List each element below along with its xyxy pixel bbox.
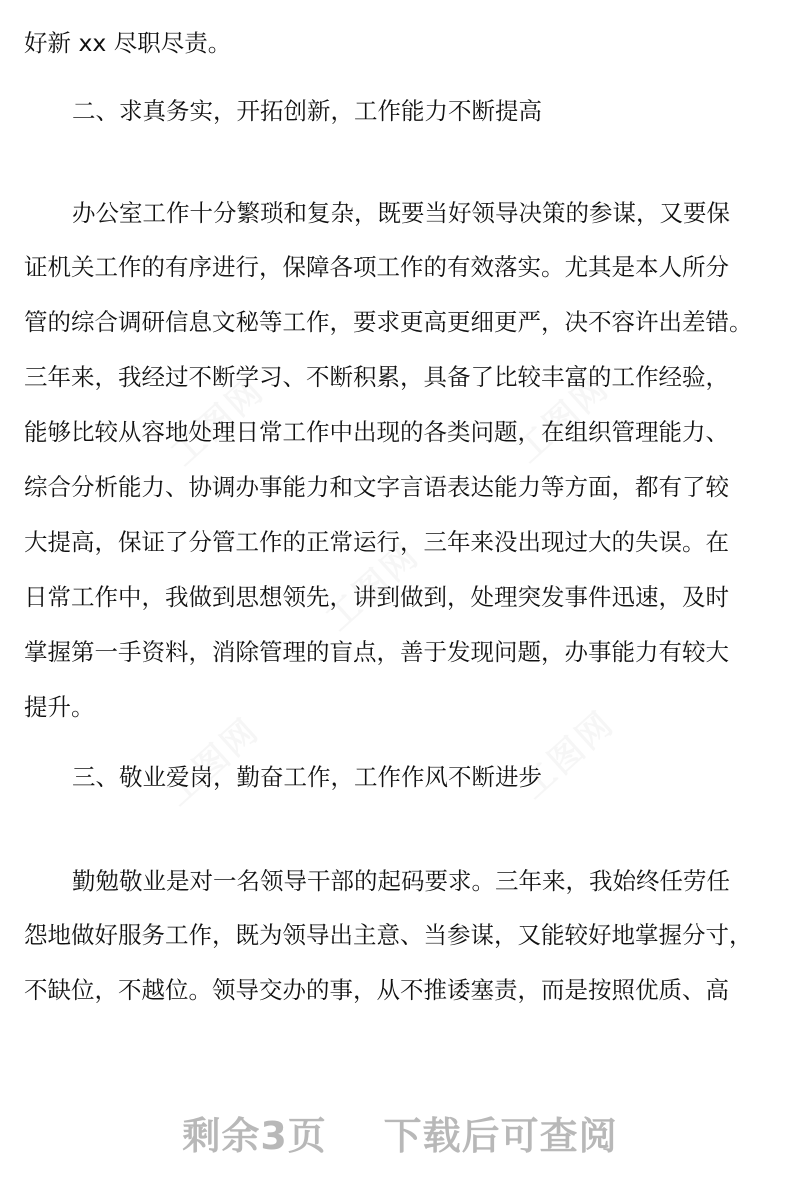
paragraph-line: 提升。: [24, 693, 95, 721]
section-heading-two: 二、求真务实，开拓创新，工作能力不断提高: [72, 97, 542, 125]
paragraph-line: 管的综合调研信息文秘等工作，要求更高更细更严，决不容许出差错。: [24, 308, 753, 336]
paragraph-line: 能够比较从容地处理日常工作中出现的各类问题，在组织管理能力、: [24, 418, 729, 446]
paragraph-line: 掌握第一手资料，消除管理的盲点，善于发现问题，办事能力有较大: [24, 638, 729, 666]
remaining-pages-notice[interactable]: 剩余3页 下载后可查阅: [182, 1114, 618, 1158]
paragraph-line: 勤勉敬业是对一名领导干部的起码要求。三年来，我始终任劳任: [72, 867, 730, 895]
paragraph-line: 大提高，保证了分管工作的正常运行，三年来没出现过大的失误。在: [24, 528, 729, 556]
paragraph-tail-line: 好新 xx 尽职尽责。: [24, 29, 232, 57]
paragraph-line: 怨地做好服务工作，既为领导出主意、当参谋，又能较好地掌握分寸，: [24, 921, 753, 949]
paragraph-line: 办公室工作十分繁琐和复杂，既要当好领导决策的参谋，又要保: [72, 199, 730, 227]
paragraph-line: 综合分析能力、协调办事能力和文字言语表达能力等方面，都有了较: [24, 473, 729, 501]
paragraph-line: 日常工作中，我做到思想领先，讲到做到，处理突发事件迅速，及时: [24, 583, 729, 611]
paragraph-line: 证机关工作的有序进行，保障各项工作的有效落实。尤其是本人所分: [24, 253, 729, 281]
section-heading-three: 三、敬业爱岗，勤奋工作，工作作风不断进步: [72, 763, 542, 791]
watermark: [153, 704, 268, 815]
paragraph-line: 三年来，我经过不断学习、不断积累，具备了比较丰富的工作经验，: [24, 363, 729, 391]
paragraph-line: 不缺位，不越位。领导交办的事，从不推诿塞责，而是按照优质、高: [24, 976, 729, 1004]
